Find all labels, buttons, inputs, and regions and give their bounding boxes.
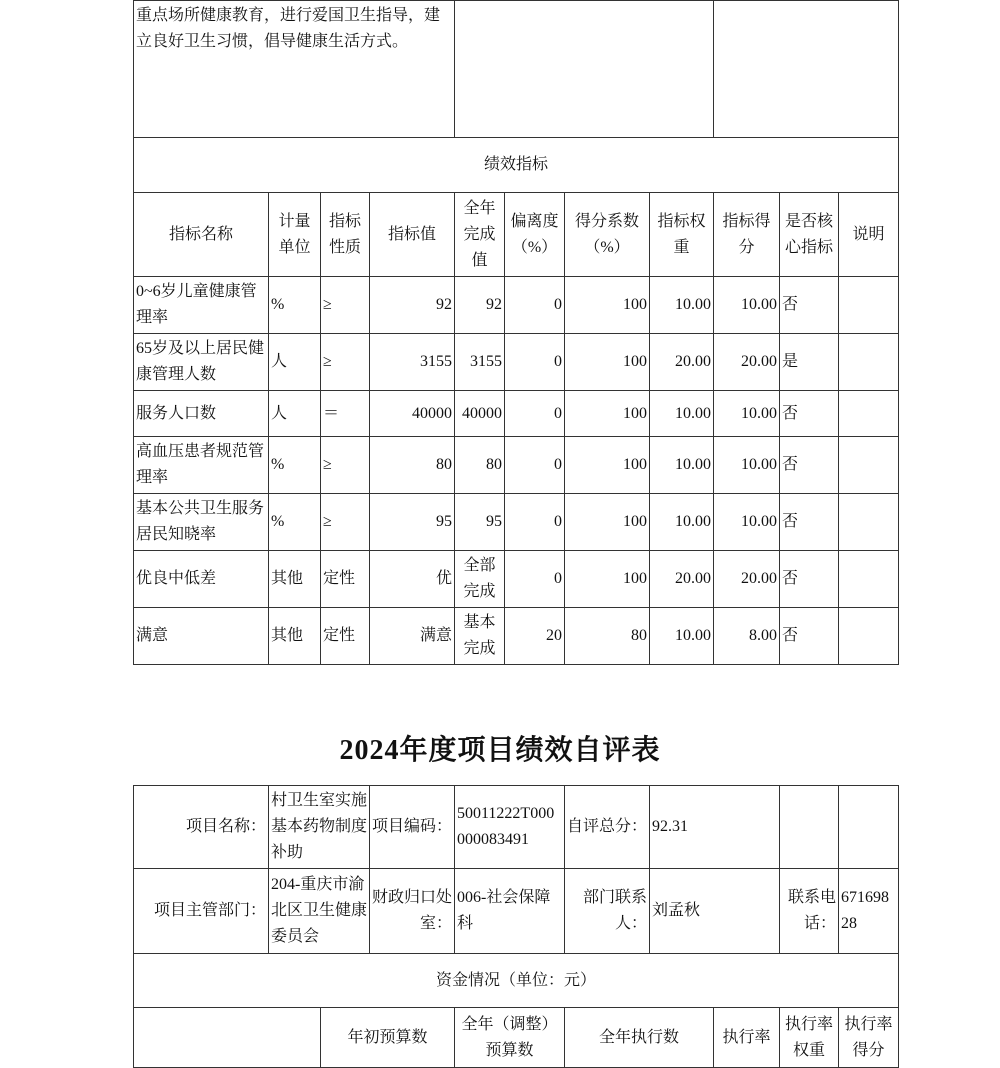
table-cell: 100: [565, 334, 650, 391]
table-cell: 20.00: [650, 551, 714, 608]
project-name: 村卫生室实施基本药物制度补助: [269, 786, 370, 869]
table-cell: 否: [780, 391, 839, 437]
self-score: 92.31: [650, 786, 780, 869]
empty-cell: [839, 786, 899, 869]
table-cell: 10.00: [714, 494, 780, 551]
table-cell: 0: [505, 277, 565, 334]
form-title: 2024年度项目绩效自评表: [339, 735, 661, 766]
table-cell: 80: [455, 437, 505, 494]
funds-header: 全年（调整）预算数: [455, 1008, 565, 1068]
table-cell: 否: [780, 277, 839, 334]
table-cell: 10.00: [714, 277, 780, 334]
table-cell: ≥: [321, 437, 370, 494]
project-info-table: [133, 785, 899, 1068]
dept: 204-重庆市渝北区卫生健康委员会: [269, 869, 370, 954]
dept-label: 项目主管部门：: [134, 869, 269, 954]
table-cell: 全部完成: [455, 551, 505, 608]
table-cell: 20.00: [714, 334, 780, 391]
table-cell: 3155: [455, 334, 505, 391]
table-cell: %: [269, 494, 321, 551]
table-cell: 3155: [370, 334, 455, 391]
table-cell: 10.00: [650, 437, 714, 494]
column-header: 指标名称: [134, 193, 269, 277]
table-cell: 8.00: [714, 608, 780, 665]
table-cell: 10.00: [650, 608, 714, 665]
table-cell: [839, 608, 899, 665]
performance-indicator-table: [133, 0, 899, 665]
table-cell: 40000: [455, 391, 505, 437]
table-cell: 20.00: [714, 551, 780, 608]
column-header: 全年完成值: [455, 193, 505, 277]
empty-cell: [714, 1, 899, 138]
table-cell: [839, 494, 899, 551]
table-cell: 80: [565, 608, 650, 665]
table-cell: [839, 551, 899, 608]
column-header: 得分系数（%）: [565, 193, 650, 277]
table-cell: [839, 391, 899, 437]
table-cell: 92: [455, 277, 505, 334]
table-row: [134, 334, 899, 391]
column-header: 指标性质: [321, 193, 370, 277]
contact-label: 部门联系人：: [565, 869, 650, 954]
table-cell: 服务人口数: [134, 391, 269, 437]
table-cell: [839, 277, 899, 334]
finance-office: 006-社会保障科: [455, 869, 565, 954]
table-cell: 20.00: [650, 334, 714, 391]
section-title: 绩效指标: [134, 138, 899, 193]
table-cell: ≥: [321, 277, 370, 334]
table-cell: 是: [780, 334, 839, 391]
table-row: [134, 437, 899, 494]
table-row: [134, 391, 899, 437]
table-cell: 优: [370, 551, 455, 608]
table-cell: 满意: [134, 608, 269, 665]
empty-cell: [455, 1, 714, 138]
table-cell: 20: [505, 608, 565, 665]
project-name-label: 项目名称：: [134, 786, 269, 869]
column-header: 指标值: [370, 193, 455, 277]
phone-label: 联系电话：: [780, 869, 839, 954]
table-cell: 10.00: [714, 391, 780, 437]
project-code: 50011222T000000083491: [455, 786, 565, 869]
table-cell: 人: [269, 391, 321, 437]
table-row: [134, 551, 899, 608]
table-cell: 0: [505, 437, 565, 494]
column-header: 指标得分: [714, 193, 780, 277]
finance-label: 财政归口处室：: [370, 869, 455, 954]
table-cell: 92: [370, 277, 455, 334]
table-cell: 100: [565, 437, 650, 494]
table-cell: 其他: [269, 608, 321, 665]
empty-cell: [780, 786, 839, 869]
table-cell: 10.00: [650, 391, 714, 437]
table-cell: 否: [780, 551, 839, 608]
table-cell: 否: [780, 608, 839, 665]
table-cell: 95: [455, 494, 505, 551]
funds-header: 执行率: [714, 1008, 780, 1068]
table-cell: 否: [780, 494, 839, 551]
table-row: [134, 608, 899, 665]
column-header: 指标权重: [650, 193, 714, 277]
table-row: [134, 494, 899, 551]
column-header: 计量单位: [269, 193, 321, 277]
table-cell: 满意: [370, 608, 455, 665]
funds-header: 全年执行数: [565, 1008, 714, 1068]
table-cell: [839, 334, 899, 391]
contact-person: 刘孟秋: [650, 869, 780, 954]
table-cell: 人: [269, 334, 321, 391]
table-cell: 0: [505, 391, 565, 437]
table-cell: 40000: [370, 391, 455, 437]
table-cell: 0: [505, 551, 565, 608]
empty-cell: [134, 1008, 321, 1068]
table-cell: 优良中低差: [134, 551, 269, 608]
table-cell: 否: [780, 437, 839, 494]
column-header: 是否核心指标: [780, 193, 839, 277]
table-cell: %: [269, 277, 321, 334]
table-cell: ≥: [321, 494, 370, 551]
table-cell: 10.00: [650, 277, 714, 334]
phone: 67169828: [839, 869, 899, 954]
table-cell: 95: [370, 494, 455, 551]
table-cell: 10.00: [650, 494, 714, 551]
table-cell: 0: [505, 334, 565, 391]
table-cell: 其他: [269, 551, 321, 608]
funds-header: 执行率权重: [780, 1008, 839, 1068]
table-cell: 定性: [321, 608, 370, 665]
table-cell: 基本完成: [455, 608, 505, 665]
table-cell: 100: [565, 277, 650, 334]
table-cell: ≥: [321, 334, 370, 391]
table-cell: 0~6岁儿童健康管理率: [134, 277, 269, 334]
table-cell: 80: [370, 437, 455, 494]
funds-header: 年初预算数: [321, 1008, 455, 1068]
column-header: 说明: [839, 193, 899, 277]
table-cell: ＝: [321, 391, 370, 437]
score-label: 自评总分：: [565, 786, 650, 869]
column-header: 偏离度（%）: [505, 193, 565, 277]
table-row: [134, 277, 899, 334]
table-cell: 10.00: [714, 437, 780, 494]
table-cell: 高血压患者规范管理率: [134, 437, 269, 494]
table-cell: %: [269, 437, 321, 494]
goal-description: 重点场所健康教育，进行爱国卫生指导，建立良好卫生习惯，倡导健康生活方式。: [134, 1, 455, 138]
project-code-label: 项目编码：: [370, 786, 455, 869]
table-cell: 100: [565, 391, 650, 437]
table-cell: 100: [565, 494, 650, 551]
table-cell: 0: [505, 494, 565, 551]
table-cell: 定性: [321, 551, 370, 608]
table-cell: 基本公共卫生服务居民知晓率: [134, 494, 269, 551]
funds-header: 执行率得分: [839, 1008, 899, 1068]
table-cell: 100: [565, 551, 650, 608]
funds-title: 资金情况（单位：元）: [134, 954, 899, 1008]
table-cell: 65岁及以上居民健康管理人数: [134, 334, 269, 391]
table-cell: [839, 437, 899, 494]
